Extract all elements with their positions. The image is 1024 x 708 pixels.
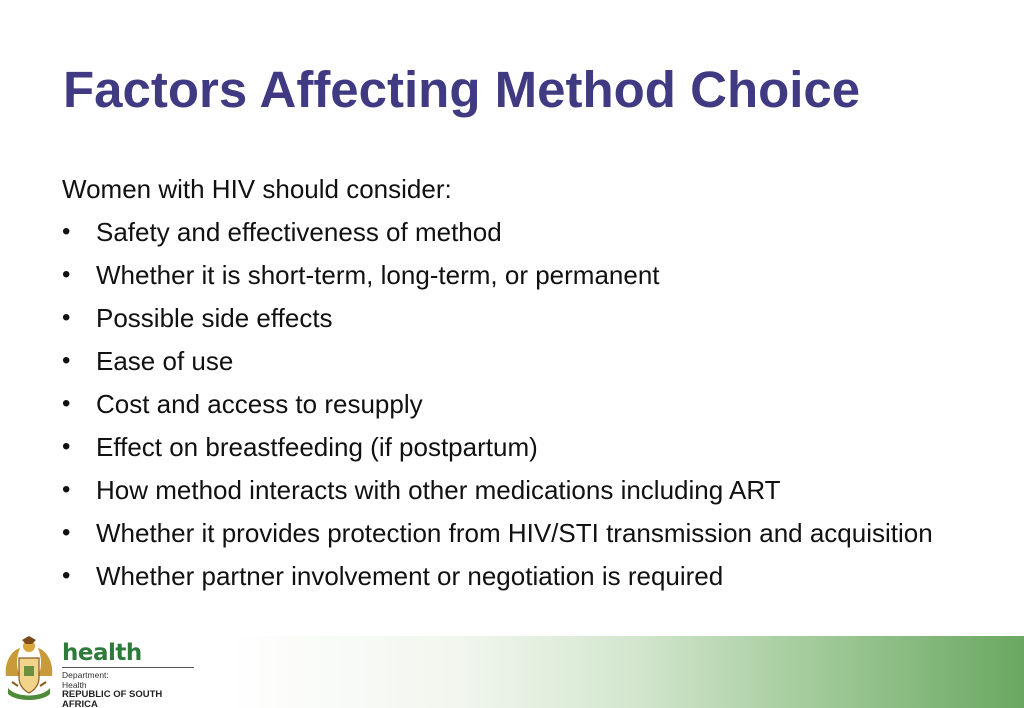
bullet-text: Cost and access to resupply: [96, 389, 423, 419]
slide-title: Factors Affecting Method Choice: [63, 61, 861, 118]
bullet-dot: •: [62, 261, 71, 288]
list-item: [62, 559, 962, 593]
bullet-text: Whether it provides protection from HIV/STI transmission and acquisition: [96, 518, 933, 548]
bullet-dot: •: [62, 562, 71, 589]
bullet-dot: •: [62, 390, 71, 417]
brand-word: health: [62, 640, 142, 666]
bullet-dot: •: [62, 304, 71, 331]
bullet-text: How method interacts with other medications including ART: [96, 475, 781, 505]
list-item: [62, 258, 962, 292]
coat-of-arms-icon: [2, 636, 56, 704]
health-logo: [62, 640, 194, 708]
intro-text: Women with HIV should consider:: [62, 174, 452, 204]
department-label: Department:: [62, 670, 109, 680]
bullet-text: Safety and effectiveness of method: [96, 217, 502, 247]
bullet-dot: •: [62, 433, 71, 460]
bullet-text: Ease of use: [96, 346, 234, 376]
bullet-list: [62, 215, 962, 602]
country-name: REPUBLIC OF SOUTH AFRICA: [62, 689, 163, 708]
list-item: [62, 430, 962, 464]
bullet-text: Possible side effects: [96, 303, 333, 333]
list-item: [62, 215, 962, 249]
list-item: [62, 344, 962, 378]
list-item: [62, 473, 962, 507]
bullet-text: Whether partner involvement or negotiation is required: [96, 561, 724, 591]
list-item: [62, 516, 962, 550]
bullet-dot: •: [62, 218, 71, 245]
bullet-text: Whether it is short-term, long-term, or permanent: [96, 260, 660, 290]
bullet-dot: •: [62, 476, 71, 503]
department-name: Health: [62, 680, 87, 690]
bullet-text: Effect on breastfeeding (if postpartum): [96, 432, 538, 462]
list-item: [62, 301, 962, 335]
bullet-dot: •: [62, 519, 71, 546]
bullet-dot: •: [62, 347, 71, 374]
brand-divider: [62, 667, 194, 668]
list-item: [62, 387, 962, 421]
